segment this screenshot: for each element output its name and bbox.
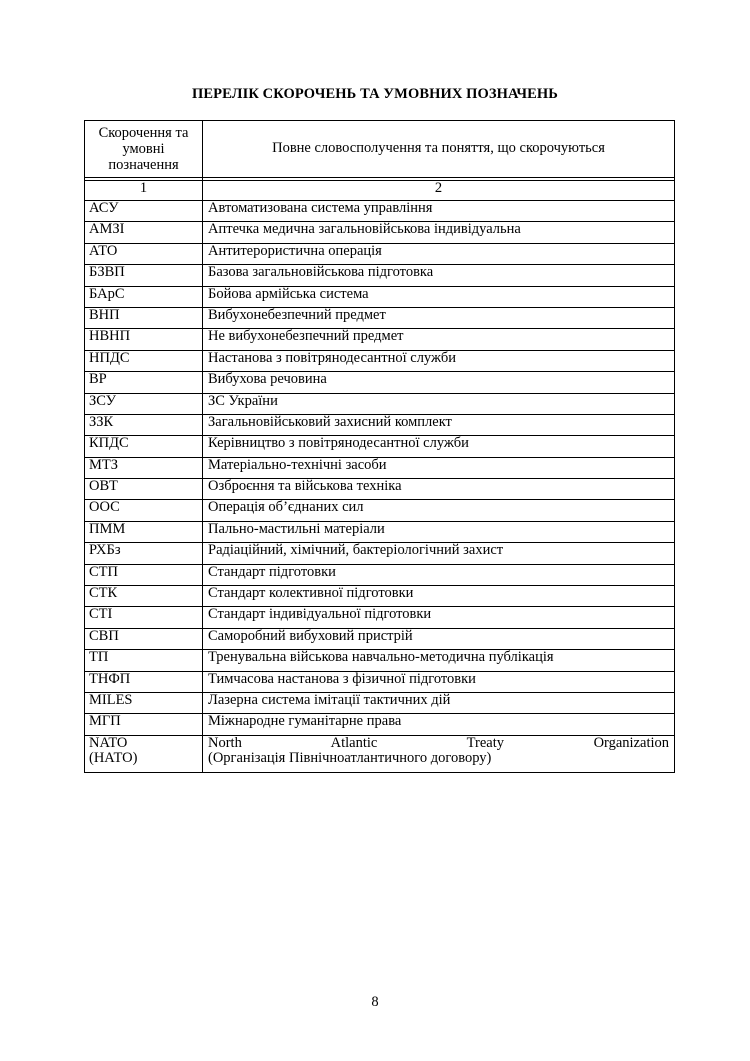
table-cell-full: Настанова з повітрянодесантної служби bbox=[203, 350, 675, 371]
table-row bbox=[85, 307, 675, 328]
table-cell-abbr: НПДС bbox=[85, 350, 203, 371]
table-cell-abbr: МГП bbox=[85, 714, 203, 735]
table-cell-abbr: ТП bbox=[85, 650, 203, 671]
table-row bbox=[85, 414, 675, 435]
table-row bbox=[85, 714, 675, 735]
table-header-row bbox=[85, 121, 675, 178]
table-row bbox=[85, 479, 675, 500]
table-row bbox=[85, 393, 675, 414]
table-cell-abbr: ОВТ bbox=[85, 479, 203, 500]
table-cell-abbr: БАрС bbox=[85, 286, 203, 307]
table-cell-abbr: ООС bbox=[85, 500, 203, 521]
table-cell-abbr: АСУ bbox=[85, 201, 203, 222]
table-cell-full: Матеріально-технічні засоби bbox=[203, 457, 675, 478]
table-cell-full: Стандарт колективної підготовки bbox=[203, 586, 675, 607]
table-cell-full: Тимчасова настанова з фізичної підготовки bbox=[203, 671, 675, 692]
table-cell-abbr: ТНФП bbox=[85, 671, 203, 692]
table-row bbox=[85, 201, 675, 222]
table-cell-full: Саморобний вибуховий пристрій bbox=[203, 628, 675, 649]
table-cell-full: Автоматизована система управління bbox=[203, 201, 675, 222]
abbreviations-table bbox=[84, 120, 675, 773]
table-cell-abbr: КПДС bbox=[85, 436, 203, 457]
table-row bbox=[85, 265, 675, 286]
table-row bbox=[85, 350, 675, 371]
table-cell-full: Вибухонебезпечний предмет bbox=[203, 307, 675, 328]
table-cell-full: Загальновійськовий захисний комплект bbox=[203, 414, 675, 435]
table-body bbox=[85, 201, 675, 773]
full-line-1: North Atlantic Treaty Organization bbox=[208, 734, 669, 751]
table-row bbox=[85, 543, 675, 564]
column-number-2: 2 bbox=[203, 181, 675, 201]
table-cell-full: Тренувальна військова навчально-методична публікація bbox=[203, 650, 675, 671]
table-cell-full: Стандарт підготовки bbox=[203, 564, 675, 585]
table-cell-abbr: АМЗІ bbox=[85, 222, 203, 243]
table-cell-abbr bbox=[85, 735, 203, 772]
table-cell-full: Операція об’єднаних сил bbox=[203, 500, 675, 521]
table-cell-abbr: ЗСУ bbox=[85, 393, 203, 414]
table-cell-full: Лазерна система імітації тактичних дій bbox=[203, 692, 675, 713]
table-cell-abbr: ВР bbox=[85, 372, 203, 393]
table-cell-abbr: MILES bbox=[85, 692, 203, 713]
column-number-row bbox=[85, 181, 675, 201]
table-cell-abbr: СТП bbox=[85, 564, 203, 585]
table-cell-full bbox=[203, 735, 675, 772]
table-row bbox=[85, 372, 675, 393]
abbr-line-1: NATO bbox=[89, 734, 128, 751]
table-cell-abbr: РХБз bbox=[85, 543, 203, 564]
table-cell-full: Антитерористична операція bbox=[203, 243, 675, 264]
table-cell-abbr: МТЗ bbox=[85, 457, 203, 478]
table-row bbox=[85, 607, 675, 628]
table-row bbox=[85, 650, 675, 671]
table-cell-full: Стандарт індивідуальної підготовки bbox=[203, 607, 675, 628]
table-cell-full: ЗС України bbox=[203, 393, 675, 414]
table-row bbox=[85, 671, 675, 692]
table-row bbox=[85, 692, 675, 713]
table-cell-abbr: ВНП bbox=[85, 307, 203, 328]
table-cell-full: Не вибухонебезпечний предмет bbox=[203, 329, 675, 350]
column-number-1: 1 bbox=[85, 181, 203, 201]
table-row bbox=[85, 436, 675, 457]
abbr-line-2: (НАТО) bbox=[89, 749, 138, 766]
table-cell-full: Озброєння та військова техніка bbox=[203, 479, 675, 500]
table-row bbox=[85, 329, 675, 350]
table-cell-full: Бойова армійська система bbox=[203, 286, 675, 307]
table-cell-abbr: БЗВП bbox=[85, 265, 203, 286]
table-cell-full: Пально-мастильні матеріали bbox=[203, 521, 675, 542]
table-row bbox=[85, 564, 675, 585]
table-cell-abbr: ПММ bbox=[85, 521, 203, 542]
table-cell-abbr: НВНП bbox=[85, 329, 203, 350]
table-row bbox=[85, 286, 675, 307]
table-row bbox=[85, 521, 675, 542]
table-row bbox=[85, 628, 675, 649]
table-cell-full: Міжнародне гуманітарне права bbox=[203, 714, 675, 735]
table-cell-full: Вибухова речовина bbox=[203, 372, 675, 393]
table-row bbox=[85, 243, 675, 264]
table-cell-abbr: АТО bbox=[85, 243, 203, 264]
table-cell-full: Аптечка медична загальновійськова індивідуальна bbox=[203, 222, 675, 243]
table-cell-full: Базова загальновійськова підготовка bbox=[203, 265, 675, 286]
header-abbreviations: Скорочення та умовні позначення bbox=[85, 121, 203, 178]
page-number: 8 bbox=[371, 994, 379, 1010]
page-title: ПЕРЕЛІК СКОРОЧЕНЬ ТА УМОВНИХ ПОЗНАЧЕНЬ bbox=[192, 86, 558, 102]
table-cell-abbr: СТК bbox=[85, 586, 203, 607]
table-row bbox=[85, 222, 675, 243]
table-row bbox=[85, 500, 675, 521]
table-cell-full: Керівництво з повітрянодесантної служби bbox=[203, 436, 675, 457]
table-cell-full: Радіаційний, хімічний, бактеріологічний захист bbox=[203, 543, 675, 564]
table-row bbox=[85, 586, 675, 607]
table-cell-abbr: ЗЗК bbox=[85, 414, 203, 435]
header-full-terms: Повне словосполучення та поняття, що скорочуються bbox=[203, 121, 675, 178]
full-line-2: (Організація Північноатлантичного договору) bbox=[208, 749, 492, 766]
table-cell-abbr: СВП bbox=[85, 628, 203, 649]
table-row bbox=[85, 457, 675, 478]
table-cell-abbr: СТІ bbox=[85, 607, 203, 628]
table-row-nato bbox=[85, 735, 675, 772]
